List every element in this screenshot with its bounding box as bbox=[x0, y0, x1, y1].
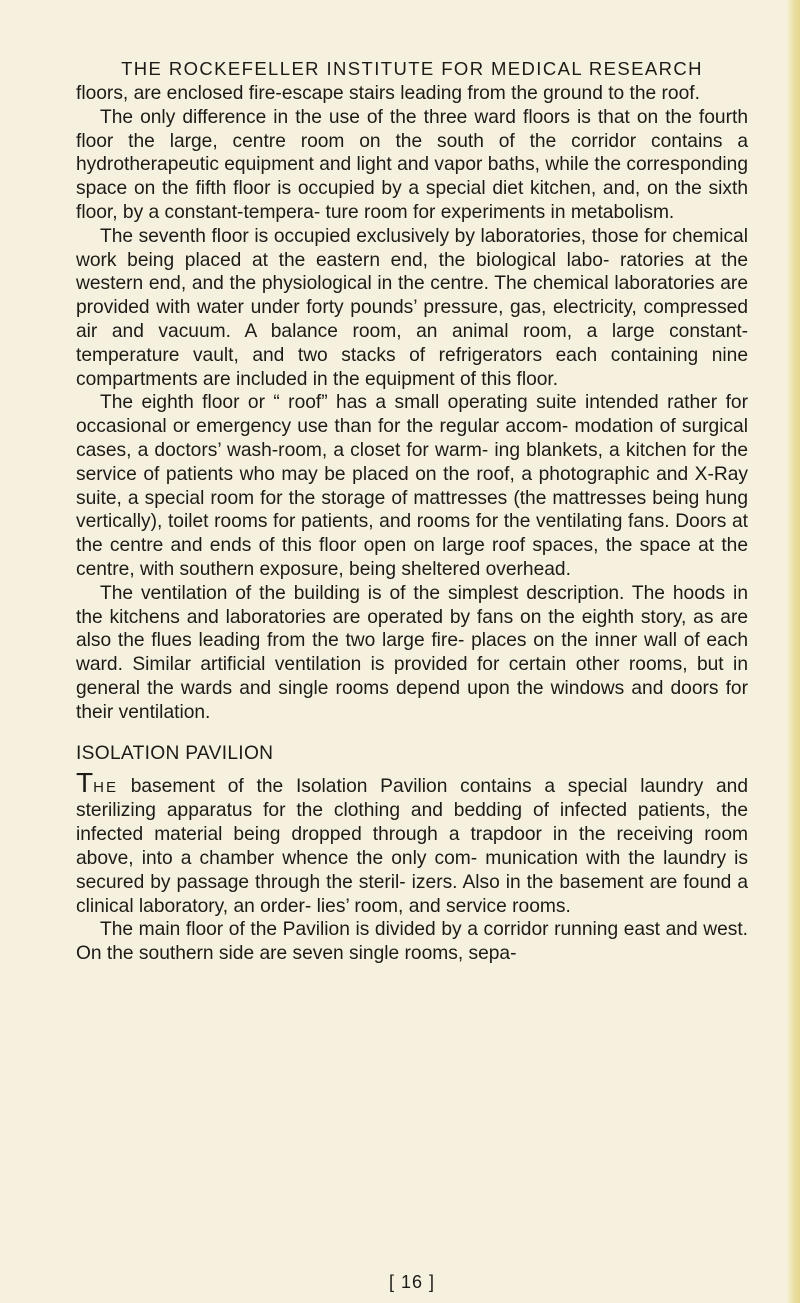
paragraph: The ventilation of the building is of the simplest description. The hoods in the kitchens and laboratories are operated by fans on the eighth story, as are also the flues leading from the two large fire- places on the inner wall of each ward. Similar artificial ventilation is provided for certain other rooms, but in general the wards and single rooms depend upon the windows and doors for their ventilation. bbox=[76, 582, 748, 723]
section-opening-paragraph bbox=[76, 766, 748, 919]
paragraph: The seventh floor is occupied exclusively by laboratories, those for chemical work being placed at the eastern end, the biological labo- ratories at the western end, and the physiological in the centre. The chemical laboratories are provided with water under forty pounds’ pressure, gas, electricity, compressed air and vacuum. A balance room, an animal room, a large constant-temperature vault, and two stacks of refrigerators each containing nine compartments are included in the equipment of this floor. bbox=[76, 225, 748, 390]
paragraph: floors, are enclosed fire-escape stairs leading from the ground to the roof. bbox=[76, 83, 700, 104]
paragraph: The only difference in the use of the three ward floors is that on the fourth floor the large, centre room on the south of the corridor contains a hydrotherapeutic equipment and light and vapor baths, while the corresponding space on the fifth floor is occupied by a special diet kitchen, and, on the sixth floor, by a constant-tempera- ture room for experiments in metabolism. bbox=[76, 106, 749, 223]
paragraph: The eighth floor or “ roof” has a small operating suite intended rather for occasional or emergency use than for the regular accom- modation of surgical cases, a doctors’ wash-room, a closet for warm- ing blankets, a kitchen for the service of patients who may be placed on the roof, a photographic and X-Ray suite, a special room for the storage of mattresses (the mattresses being hung vertically), toilet rooms for patients, and rooms for the ventilating fans. Doors at the centre and ends of this floor open on large roof spaces, the space at the centre, with southern exposure, being sheltered overhead. bbox=[76, 392, 748, 580]
page-edge-shadow bbox=[786, 0, 800, 1303]
running-head: THE ROCKEFELLER INSTITUTE FOR MEDICAL RESEARCH bbox=[121, 58, 703, 79]
drop-cap: T bbox=[76, 766, 94, 798]
section-heading: ISOLATION PAVILION bbox=[76, 742, 274, 764]
page-number: [ 16 ] bbox=[388, 1272, 436, 1292]
body-text bbox=[76, 82, 748, 966]
paragraph: The main floor of the Pavilion is divided by a corridor running east and west. On the southern side are seven single rooms, sepa- bbox=[76, 919, 748, 965]
paragraph-text: basement of the Isolation Pavilion contains a special laundry and sterilizing apparatus for the clothing and bedding of infected patients, the infected material being dropped through a trapdoor in the receiving room above, into a chamber whence the only com- munication with the laundry is secured by passage through the steril- izers. Also in the basement are found a clinical laboratory, an order- lies’ room, and service rooms. bbox=[76, 775, 748, 917]
small-caps-word: HE bbox=[93, 778, 118, 796]
